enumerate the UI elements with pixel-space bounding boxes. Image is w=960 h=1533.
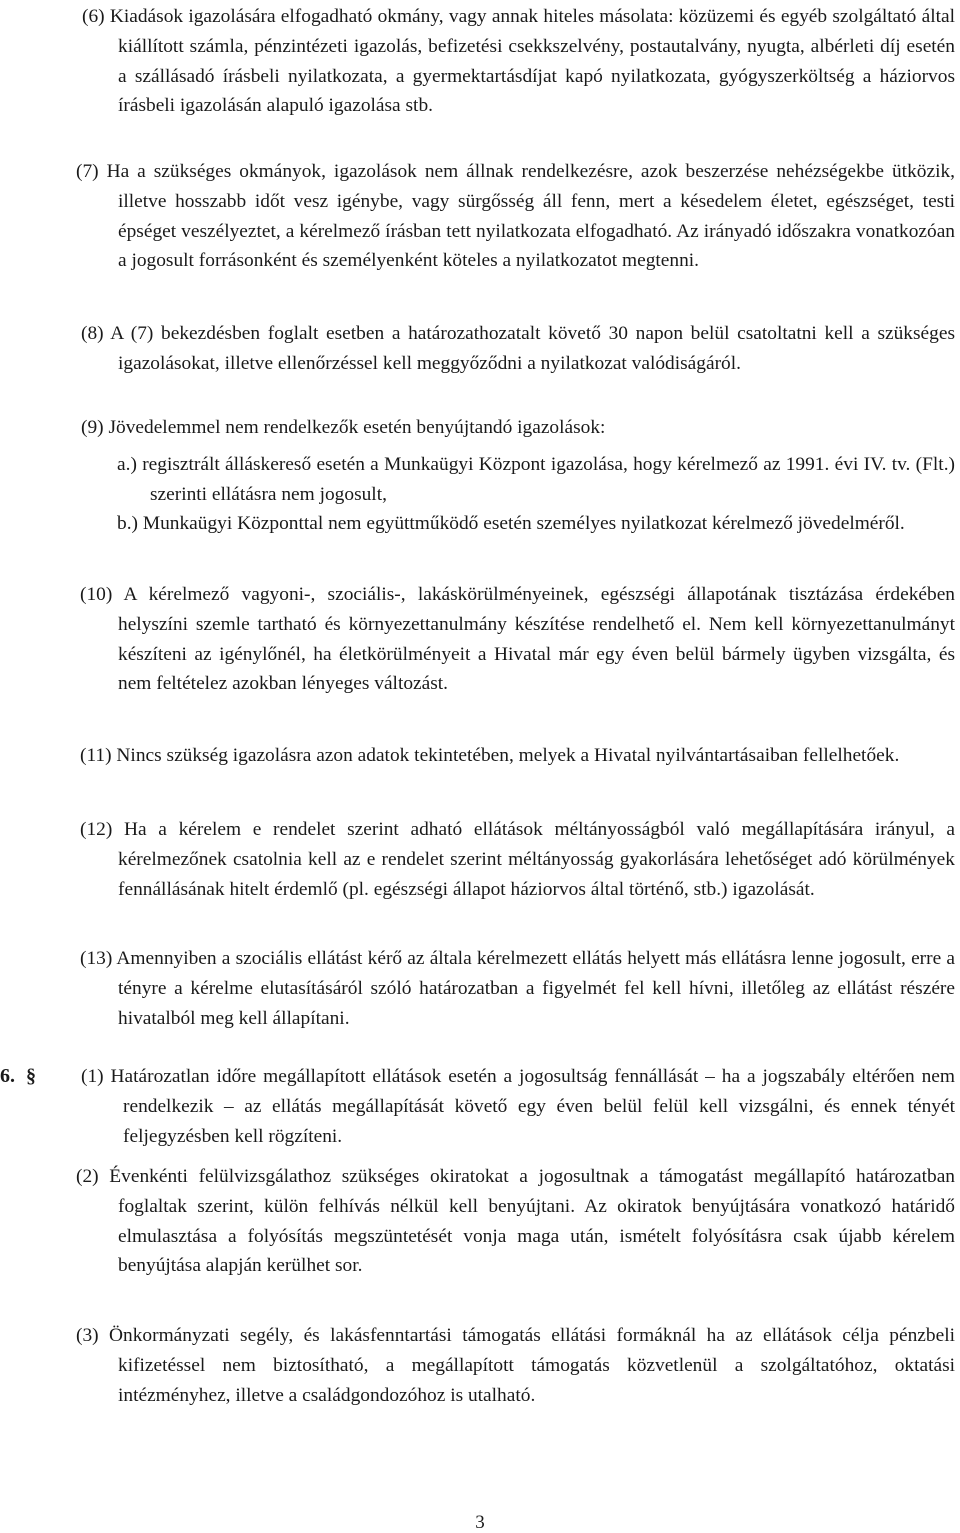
section-6-paragraph-2: (2) Évenkénti felülvizsgálathoz szükséges okiratokat a jogosultnak a támogatást megállapító határozatban foglaltak szerint, külön felhívás nélkül kell benyújtani. Az okiratok benyújtására vonatkozó határidő elmulasztása a folyósítás megszüntetését vonja maga után, ismételt folyósításra csak újabb kérelem benyújtása alapján kerülhet sor. (76, 1166, 955, 1277)
page-number: 3 (475, 1512, 485, 1533)
section-6-paragraph-1: (1) Határozatlan időre megállapított ellátások esetén a jogosultság fennállását – ha a jogszabály eltérően nem rendelkezik – az ellátás megállapítását követő egy éven belül felül kell vizsgálni, és ennek tényét feljegyzésben kell rögzíteni. (81, 1066, 955, 1147)
paragraph-6: (6) Kiadások igazolására elfogadható okmány, vagy annak hiteles másolata: közüzemi és egyéb szolgáltató által kiállított számla, pénzintézeti igazolás, befizetési csekkszelvény, postautalvány, nyugta, albérleti díj esetén a szállásadó írásbeli nyilatkozata, a gyermektartásdíjat kapó nyilatkozata, gyógyszerköltség a háziorvos írásbeli igazolásán alapuló igazolása stb. (82, 6, 955, 117)
paragraph-10: (10) A kérelmező vagyoni-, szociális-, lakáskörülményeinek, egészségi állapotának tisztázása érdekében helyszíni szemle tartható és környezettanulmány készítése rendelhető el. Nem kell környezettanulmányt készíteni az igénylőnél, ha életkörülményeit a Hivatal már egy éven belül bármely ügyben vizsgálta, és nem feltételez azokban lényeges változást. (80, 584, 955, 695)
paragraph-13: (13) Amennyiben a szociális ellátást kérő az általa kérelmezett ellátás helyett más ellátásra lenne jogosult, erre a tényre a kérelme elutasításáról szóló határozatban a figyelmét fel kell hívni, illetőleg az ellátást részére hivatalból meg kell állapítani. (80, 948, 955, 1029)
paragraph-11: (11) Nincs szükség igazolásra azon adatok tekintetében, melyek a Hivatal nyilvántartásaiban fellelhetőek. (80, 745, 900, 766)
section-6-paragraph-3: (3) Önkormányzati segély, és lakásfenntartási támogatás ellátási formáknál ha az ellátások célja pénzbeli kifizetéssel nem biztosítható, a megállapított támogatás közvetlenül a szolgáltatóhoz, oktatási intézményhez, illetve a családgondozóhoz is utalható. (76, 1325, 955, 1406)
paragraph-9-b: b.) Munkaügyi Központtal nem együttműködő esetén személyes nyilatkozat kérelmező jövedelméről. (117, 513, 905, 534)
paragraph-9: (9) Jövedelemmel nem rendelkezők esetén benyújtandó igazolások: (81, 417, 606, 438)
paragraph-12: (12) Ha a kérelem e rendelet szerint adható ellátások méltányosságból való megállapítására irányul, a kérelmezőnek csatolnia kell az e rendelet szerint méltányosság gyakorlására lehetőséget adó körülmények fennállásának hitelt érdemlő (pl. egészségi állapot háziorvos által történő, stb.) igazolását. (80, 819, 955, 900)
paragraph-8: (8) A (7) bekezdésben foglalt esetben a határozathozatalt követő 30 napon belül csatoltatni kell a szükséges igazolásokat, illetve ellenőrzéssel kell meggyőződni a nyilatkozat valódiságáról. (81, 323, 955, 374)
paragraph-9-a: a.) regisztrált álláskereső esetén a Munkaügyi Központ igazolása, hogy kérelmező az 1991. évi IV. tv. (Flt.) szerinti ellátásra nem jogosult, (117, 454, 955, 505)
paragraph-7: (7) Ha a szükséges okmányok, igazolások nem állnak rendelkezésre, azok beszerzése nehézségekbe ütközik, illetve hosszabb időt vesz igénybe, vagy sürgősség áll fenn, mert a késedelem életet, egészséget, testi épséget veszélyeztet, a kérelmező írásban tett nyilatkozata elfogadható. Az irányadó időszakra vonatkozóan a jogosult forrásonként és személyenként köteles a nyilatkozatot megtenni. (76, 161, 955, 272)
section-number: 6. § (0, 1065, 36, 1087)
